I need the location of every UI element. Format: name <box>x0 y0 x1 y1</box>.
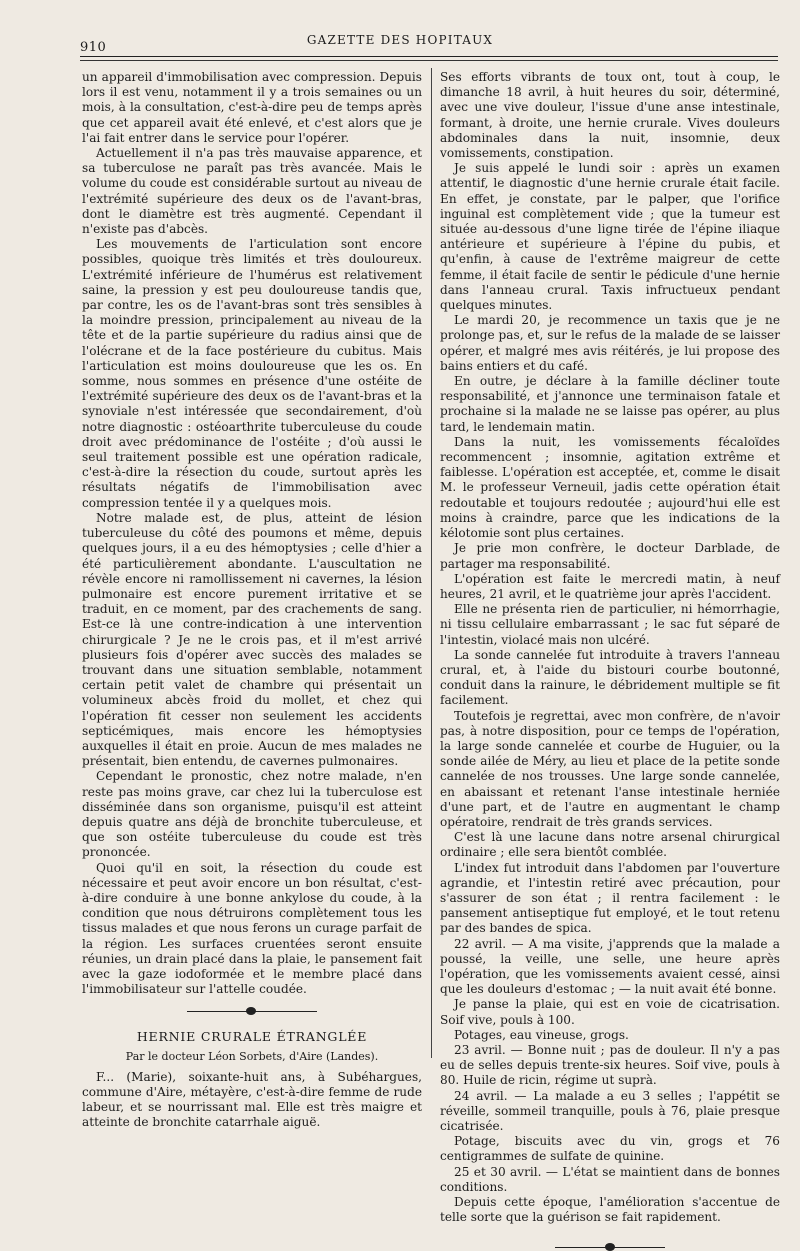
paragraph: Potage, biscuits avec du vin, grogs et 76 centigrammes de sulfate de quinine. <box>440 1134 780 1164</box>
end-ornament <box>555 1243 665 1251</box>
paragraph: Les mouvements de l'articulation sont encore possibles, quoique très limités et très douloureux. L'extrémité inférieure de l'humérus est relativement saine, la pression y est peu douloureuse tandis que, par contre, les os de l'avant-bras sont très sensibles à la moindre pression, principalement au niveau de la tête et de la partie supérieure du radius ainsi que de l'olécrane et de la face postérieure du cubitus. Mais l'articulation est moins douloureuse que les os. En somme, nous sommes en présence d'une ostéite de l'extrémité supérieure des deux os de l'avant-bras et la synoviale n'est intéressée que secondairement, d'où notre diagnostic : ostéoarthrite tuberculeuse du coude droit avec prédominance de l'ostéite ; d'où aussi le seul traitement possible est une opération radicale, c'est-à-dire la résection du coude, surtout après les résultats négatifs de l'immobilisation avec compression tentée il y a quelques mois. <box>82 237 422 510</box>
byline: Par le docteur Léon Sorbets, d'Aire (Landes). <box>125 1049 379 1063</box>
section-title: HERNIE CRURALE ÉTRANGLÉE <box>136 1029 368 1045</box>
left-column <box>82 70 422 1131</box>
paragraph: L'index fut introduit dans l'abdomen par l'ouverture agrandie, et l'intestin retiré avec précaution, pour s'assurer de son état ; il rentra facilement : le pansement antiseptique fut employé, et le tout retenu par des bandes de spica. <box>440 860 780 936</box>
running-title: GAZETTE DES HOPITAUX <box>306 33 494 47</box>
paragraph: 24 avril. — La malade a eu 3 selles ; l'appétit se réveille, sommeil tranquille, pouls à 76, plaie presque cicatrisée. <box>440 1088 780 1134</box>
paragraph: Depuis cette époque, l'amélioration s'accentue de telle sorte que la guérison se fait rapidement. <box>440 1195 780 1225</box>
paragraph: Notre malade est, de plus, atteint de lésion tuberculeuse du côté des poumons et même, depuis quelques jours, il a eu des hémoptysies ; celle d'hier a été particulièrement abondante. L'auscultation ne révèle encore ni ramollissement ni cavernes, la lésion pulmonaire est encore purement irritative et se traduit, en ce moment, par des crachements de sang. Est-ce là une contre-indication à une intervention chirurgicale ? Je ne le crois pas, et il m'est arrivé plusieurs fois d'opérer avec succès des malades se trouvant dans une situation semblable, notamment certain petit valet de chambre qui présentait un volumineux abcès froid du mollet, et chez qui l'opération fit cesser non seulement les accidents septicémiques, mais encore les hémoptysies auxquelles il était en proie. Aucun de mes malades ne présentait, bien entendu, de cavernes pulmonaires. <box>82 510 422 769</box>
header-rule-thick <box>80 56 778 57</box>
paragraph: 25 et 30 avril. — L'état se maintient dans de bonnes conditions. <box>440 1164 780 1194</box>
right-column <box>440 70 780 1251</box>
paragraph: L'opération est faite le mercredi matin, à neuf heures, 21 avril, et le quatrième jour après l'accident. <box>440 571 780 601</box>
paragraph: 22 avril. — A ma visite, j'apprends que la malade a poussé, la veille, une selle, une heure après l'opération, que les vomissements avaient cessé, ainsi que les douleurs d'estomac ; — la nuit avait été bonne. <box>440 936 780 997</box>
column-divider <box>431 68 432 1058</box>
paragraph: Ses efforts vibrants de toux ont, tout à coup, le dimanche 18 avril, à huit heures du soir, déterminé, avec une vive douleur, l'issue d'une anse intestinale, formant, à droite, une hernie crurale. Vives douleurs abdominales dans la nuit, insomnie, deux vomissements, constipation. <box>440 70 780 161</box>
paragraph: un appareil d'immobilisation avec compression. Depuis lors il est venu, notamment il y a trois semaines ou un mois, à la consultation, c'est-à-dire peu de temps après que cet appareil avait été enlevé, et c'est alors que je l'ai fait entrer dans le service pour l'opérer. <box>82 70 422 145</box>
paragraph: Actuellement il n'a pas très mauvaise apparence, et sa tuberculose ne paraît pas très avancée. Mais le volume du coude est considérable surtout au niveau de l'extrémité supérieure des deux os de l'avant-bras, dont le diamètre est très augmenté. Cependant il n'existe pas d'abcès. <box>82 146 422 237</box>
paragraph: La sonde cannelée fut introduite à travers l'anneau crural, et, à l'aide du bistouri courbe boutonné, conduit dans la rainure, le débridement multiple se fit facilement. <box>440 647 780 708</box>
paragraph: Quoi qu'il en soit, la résection du coude est nécessaire et peut avoir encore un bon résultat, c'est-à-dire conduire à une bonne ankylose du coude, à la condition que nous détruirons complètement tous les tissus malades et que nous ferons un curage parfait de la région. Les surfaces cruentées seront ensuite réunies, un drain placé dans la plaie, le pansement fait avec la gaze iodoformée et le membre placé dans l'immobilisateur sur l'attelle coudée. <box>82 860 422 997</box>
paragraph: C'est là une lacune dans notre arsenal chirurgical ordinaire ; elle sera bientôt comblée. <box>440 830 780 860</box>
paragraph: 23 avril. — Bonne nuit ; pas de douleur. Il n'y a pas eu de selles depuis trente-six heures. Soif vive, pouls à 80. Huile de ricin, régime ut suprà. <box>440 1043 780 1088</box>
paragraph: Je suis appelé le lundi soir : après un examen attentif, le diagnostic d'une hernie crurale était facile. En effet, je constate, par le palper, que l'orifice inguinal est complètement vide ; que la tumeur est située au-dessous d'une ligne tirée de l'épine iliaque antérieure et supérieure à l'épine du pubis, et qu'enfin, à cause de l'extrême maigreur de cette femme, il était facile de sentir le pédicule d'une hernie dans l'anneau crural. Taxis infructueux pendant quelques minutes. <box>440 161 780 313</box>
section-divider-ornament <box>187 1007 317 1015</box>
paragraph: Elle ne présenta rien de particulier, ni hémorrhagie, ni tissu cellulaire embarrassant ; le sac fut séparé de l'intestin, violacé mais non ulcéré. <box>440 602 780 647</box>
paragraph: Potages, eau vineuse, grogs. <box>454 1027 629 1042</box>
paragraph: Le mardi 20, je recommence un taxis que je ne prolonge pas, et, sur le refus de la malade de se laisser opérer, et malgré mes avis réitérés, je lui propose des bains entiers et du café. <box>440 313 780 373</box>
paragraph: F... (Marie), soixante-huit ans, à Subéhargues, commune d'Aire, métayère, c'est-à-dire femme de rude labeur, et se nourrissant mal. Elle est très maigre et atteinte de bronchite catarrhale aiguë. <box>82 1069 422 1130</box>
paragraph: Je prie mon confrère, le docteur Darblade, de partager ma responsabilité. <box>440 541 780 571</box>
page-number: 910 <box>80 40 107 55</box>
paragraph: Dans la nuit, les vomissements fécaloïdes recommencent ; insomnie, agitation extrême et faiblesse. L'opération est acceptée, et, comme le disait M. le professeur Verneuil, jadis cette opération était redoutable et toujours redoutée ; aujourd'hui elle est moins à craindre, parce que les indications de la kélotomie sont plus certaines. <box>440 434 780 541</box>
paragraph: Cependant le pronostic, chez notre malade, n'en reste pas moins grave, car chez lui la tuberculose est disséminée dans son organisme, puisqu'il est atteint depuis quatre ans déjà de bronchite tuberculeuse, et que son ostéite tuberculeuse du coude est très prononcée. <box>82 769 422 860</box>
paragraph: En outre, je déclare à la famille décliner toute responsabilité, et j'annonce une terminaison fatale et prochaine si la malade ne se laisse pas opérer, au plus tard, le lendemain matin. <box>440 374 780 434</box>
paragraph: Toutefois je regrettai, avec mon confrère, de n'avoir pas, à notre disposition, pour ce temps de l'opération, la large sonde cannelée et courbe de Huguier, ou la sonde ailée de Méry, au lieu et place de la petite sonde cannelée de nos trousses. Une large sonde cannelée, en abaissant et retenant l'anse intestinale herniée d'une part, et de l'autre en augmentant le champ opératoire, rendrait de très grands services. <box>440 708 780 829</box>
paragraph: Je panse la plaie, qui est en voie de cicatrisation. Soif vive, pouls à 100. <box>440 997 780 1027</box>
header-rule-thin <box>80 60 778 61</box>
